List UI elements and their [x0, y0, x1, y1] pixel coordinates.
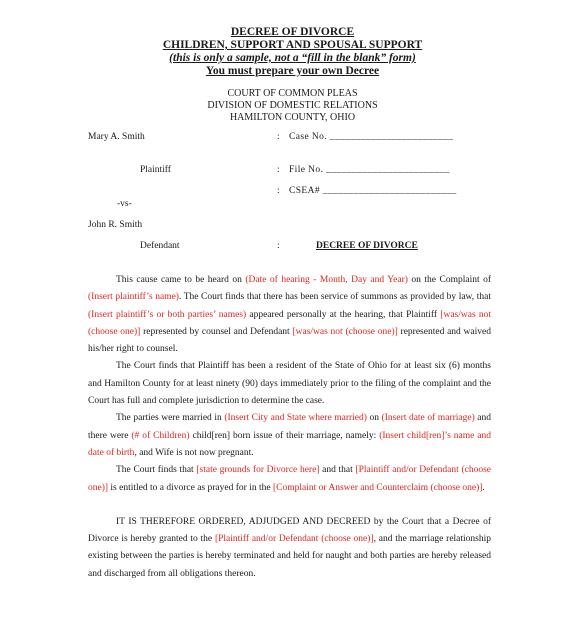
paragraph-text: represented and waived his/her right to counsel. — [88, 326, 491, 355]
caption-colon: : — [277, 241, 280, 251]
placeholder-text: [Plaintiff and/or Defendant (choose one)] — [88, 465, 491, 493]
paragraph-text: child[ren] born issue of their marriage, namely: — [189, 430, 380, 441]
paragraph-text: . The Court finds that there has been service of summons as provided by law, that — [178, 292, 491, 303]
paragraph-order — [88, 514, 491, 583]
versus-label: -vs- — [117, 199, 132, 209]
placeholder-text: (Date of hearing - Month, Day and Year) — [245, 275, 408, 285]
paragraph-text: appeared personally at the hearing, that Plaintiff — [246, 309, 441, 320]
placeholder-text: [was/was not (choose one)] — [88, 309, 492, 337]
paragraph-grounds — [88, 462, 491, 497]
paragraph-text: on — [366, 413, 382, 424]
paragraph-text: on the Complaint of — [407, 275, 491, 285]
placeholder-text: (Insert City and State where married) — [224, 413, 367, 424]
decree-label: DECREE OF DIVORCE — [316, 241, 418, 251]
plaintiff-name: Mary A. Smith — [88, 132, 145, 142]
placeholder-text: (Insert plaintiff’s or both parties’ names) — [88, 309, 247, 320]
paragraph-text: IT IS THEREFORE ORDERED, ADJUDGED AND DECREED by the Court that a Decree of Divorce is hereby granted to the — [88, 516, 491, 545]
placeholder-text: [Plaintiff and/or Defendant (choose one)] — [214, 534, 374, 545]
paragraph-text: . — [482, 482, 485, 493]
document-subtitle: CHILDREN, SUPPORT AND SPOUSAL SUPPORT — [162, 39, 423, 51]
paragraph-residency — [88, 358, 491, 410]
placeholder-text: (# of Children) — [131, 430, 190, 441]
sample-notice: (this is only a sample, not a “fill in the blank” form) — [169, 52, 416, 64]
document-title: DECREE OF DIVORCE — [230, 26, 355, 38]
caption-colon: : — [277, 186, 280, 196]
file-number-field: File No. ________________________ — [289, 165, 450, 175]
plaintiff-label: Plaintiff — [140, 165, 171, 175]
defendant-name: John R. Smith — [88, 220, 143, 230]
placeholder-text: [was/was not (choose one)] — [292, 326, 398, 337]
court-county: HAMILTON COUNTY, OHIO — [229, 112, 356, 123]
csea-field: CSEA# __________________________ — [289, 186, 457, 196]
paragraph-text: The parties were married in — [116, 413, 225, 424]
prepare-notice: You must prepare your own Decree — [205, 65, 380, 77]
placeholder-text: (Insert child[ren]’s name and date of birth — [88, 430, 491, 458]
caption-colon: : — [277, 165, 280, 175]
placeholder-text: [state grounds for Divorce here] — [196, 465, 320, 476]
paragraph-text: and there were — [88, 413, 492, 441]
caption-colon: : — [277, 132, 280, 142]
case-number-field: Case No. ________________________ — [289, 132, 454, 142]
placeholder-text: (Insert plaintiff’s name) — [88, 292, 179, 303]
paragraph-text: is entitled to a divorce as prayed for in the — [108, 482, 273, 493]
court-name: COURT OF COMMON PLEAS — [227, 88, 358, 99]
paragraph-text: The Court finds that Plaintiff has been a resident of the State of Ohio for at least six (6) months and Hamilton County for at least ninety (90) days immediately prior to the filing of the complaint and the Court has full and complete jurisdiction to determine the case. — [88, 361, 491, 407]
placeholder-text: [Complaint or Answer and Counterclaim (choose one)] — [272, 482, 483, 493]
paragraph-text: This cause came to be heard on — [116, 275, 246, 285]
paragraph-marriage — [88, 410, 491, 462]
paragraph-text: The Court finds that — [116, 465, 197, 476]
court-division: DIVISION OF DOMESTIC RELATIONS — [207, 100, 378, 111]
paragraph-text: and that — [319, 465, 356, 476]
paragraph-text: , and the marriage relationship existing between the parties is hereby terminated and held for naught and both parties are hereby released and discharged from all obligations thereon. — [88, 534, 492, 579]
paragraph-hearing — [88, 272, 491, 358]
paragraph-text: represented by counsel and Defendant — [140, 326, 293, 337]
paragraph-text: , and Wife is not now pregnant. — [134, 447, 254, 458]
defendant-label: Defendant — [140, 241, 180, 251]
placeholder-text: (Insert date of marriage) — [381, 413, 475, 424]
